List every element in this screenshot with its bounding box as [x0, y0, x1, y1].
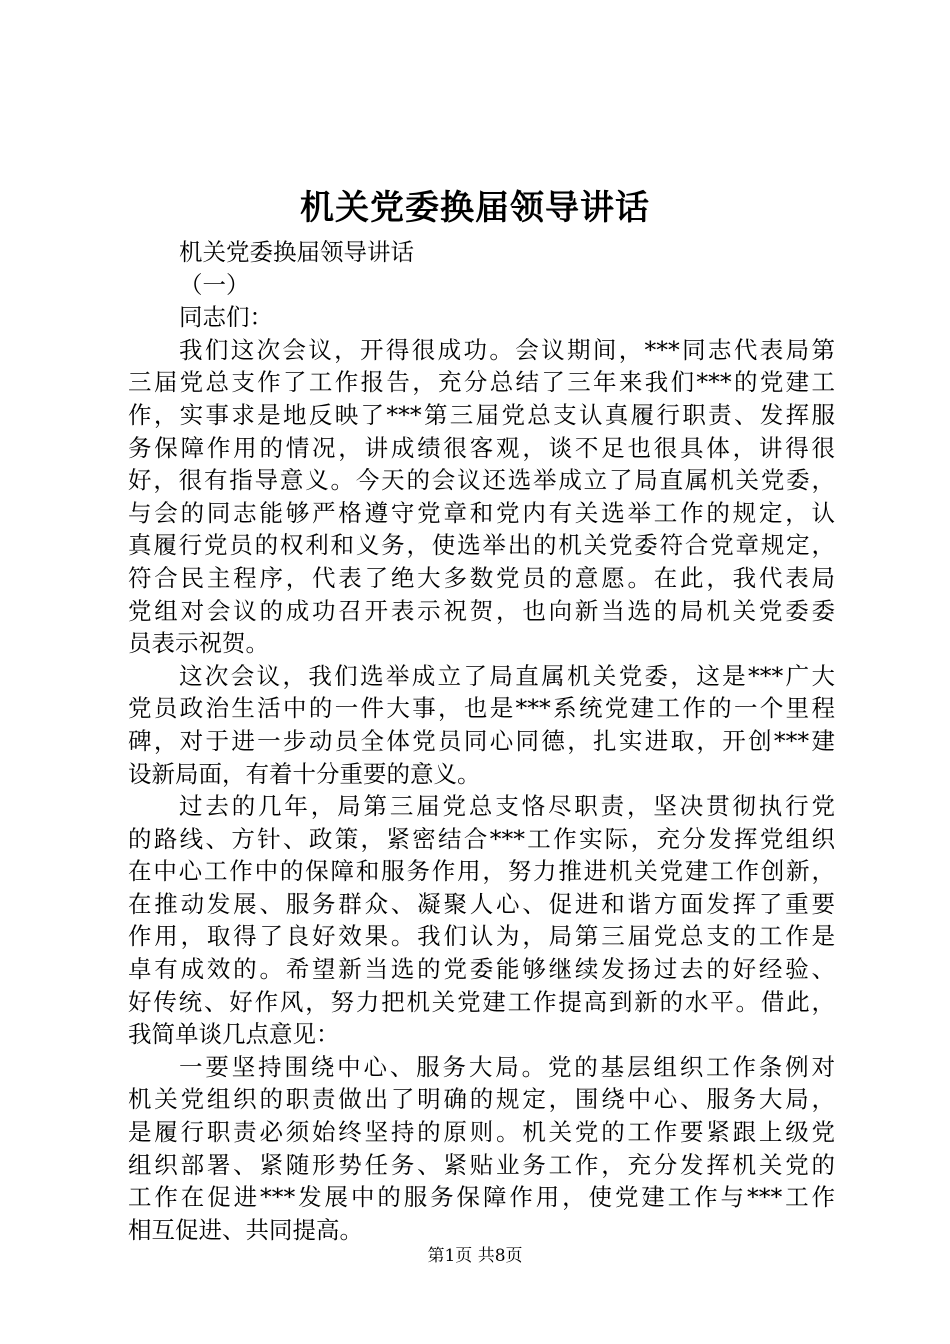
text-line: 党员政治生活中的一件大事，也是***系统党建工作的一个里程 [128, 694, 835, 723]
text-line: 好传统、好作风，努力把机关党建工作提高到新的水平。借此， [128, 987, 835, 1016]
text-line: 三届党总支作了工作报告，充分总结了三年来我们***的党建工 [128, 368, 835, 397]
text-line: 是履行职责必须始终坚持的原则。机关党的工作要紧跟上级党 [128, 1118, 835, 1147]
page-footer: 第1页 共8页 [427, 1246, 523, 1266]
text-line: 组织部署、紧随形势任务、紧贴业务工作，充分发挥机关党的 [128, 1150, 835, 1179]
text-line: 这次会议，我们选举成立了局直属机关党委，这是***广大 [179, 661, 835, 690]
text-line: 机关党组织的职责做出了明确的规定，围绕中心、服务大局， [128, 1085, 835, 1114]
document-title: 机关党委换届领导讲话 [300, 188, 650, 228]
text-line: 作用，取得了良好效果。我们认为，局第三届党总支的工作是 [128, 922, 835, 951]
text-line: 真履行党员的权利和义务，使选举出的机关党委符合党章规定， [128, 531, 835, 560]
text-line: 一要坚持围绕中心、服务大局。党的基层组织工作条例对 [179, 1052, 835, 1081]
document-body [128, 236, 835, 1246]
text-line: 好，很有指导意义。今天的会议还选举成立了局直属机关党委， [128, 466, 835, 495]
text-line: 机关党委换届领导讲话 [179, 238, 414, 266]
text-line: 务保障作用的情况，讲成绩很客观，谈不足也很具体，讲得很 [128, 433, 835, 462]
text-line: 碑，对于进一步动员全体党员同心同德，扎实进取，开创***建 [128, 726, 835, 755]
text-line: 符合民主程序，代表了绝大多数党员的意愿。在此，我代表局 [128, 563, 835, 592]
text-line: 卓有成效的。希望新当选的党委能够继续发扬过去的好经验、 [128, 955, 835, 984]
text-line: 我简单谈几点意见： [128, 1020, 340, 1049]
text-line: 的路线、方针、政策，紧密结合***工作实际，充分发挥党组织 [128, 824, 835, 853]
text-line: 作，实事求是地反映了***第三届党总支认真履行职责、发挥服 [128, 400, 835, 429]
text-line: （一） [179, 270, 250, 299]
text-line: 在推动发展、服务群众、凝聚人心、促进和谐方面发挥了重要 [128, 889, 835, 918]
text-line: 员表示祝贺。 [128, 629, 269, 658]
text-line: 同志们： [179, 303, 273, 332]
text-line: 在中心工作中的保障和服务作用，努力推进机关党建工作创新， [128, 857, 835, 886]
text-line: 我们这次会议，开得很成功。会议期间，***同志代表局第 [179, 335, 835, 364]
text-line: 相互促进、共同提高。 [128, 1215, 363, 1244]
text-line: 与会的同志能够严格遵守党章和党内有关选举工作的规定，认 [128, 498, 835, 527]
text-line: 党组对会议的成功召开表示祝贺，也向新当选的局机关党委委 [128, 596, 835, 625]
text-line: 工作在促进***发展中的服务保障作用，使党建工作与***工作 [128, 1183, 835, 1212]
text-line: 设新局面，有着十分重要的意义。 [128, 759, 481, 788]
text-line: 过去的几年，局第三届党总支恪尽职责，坚决贯彻执行党 [179, 792, 835, 821]
